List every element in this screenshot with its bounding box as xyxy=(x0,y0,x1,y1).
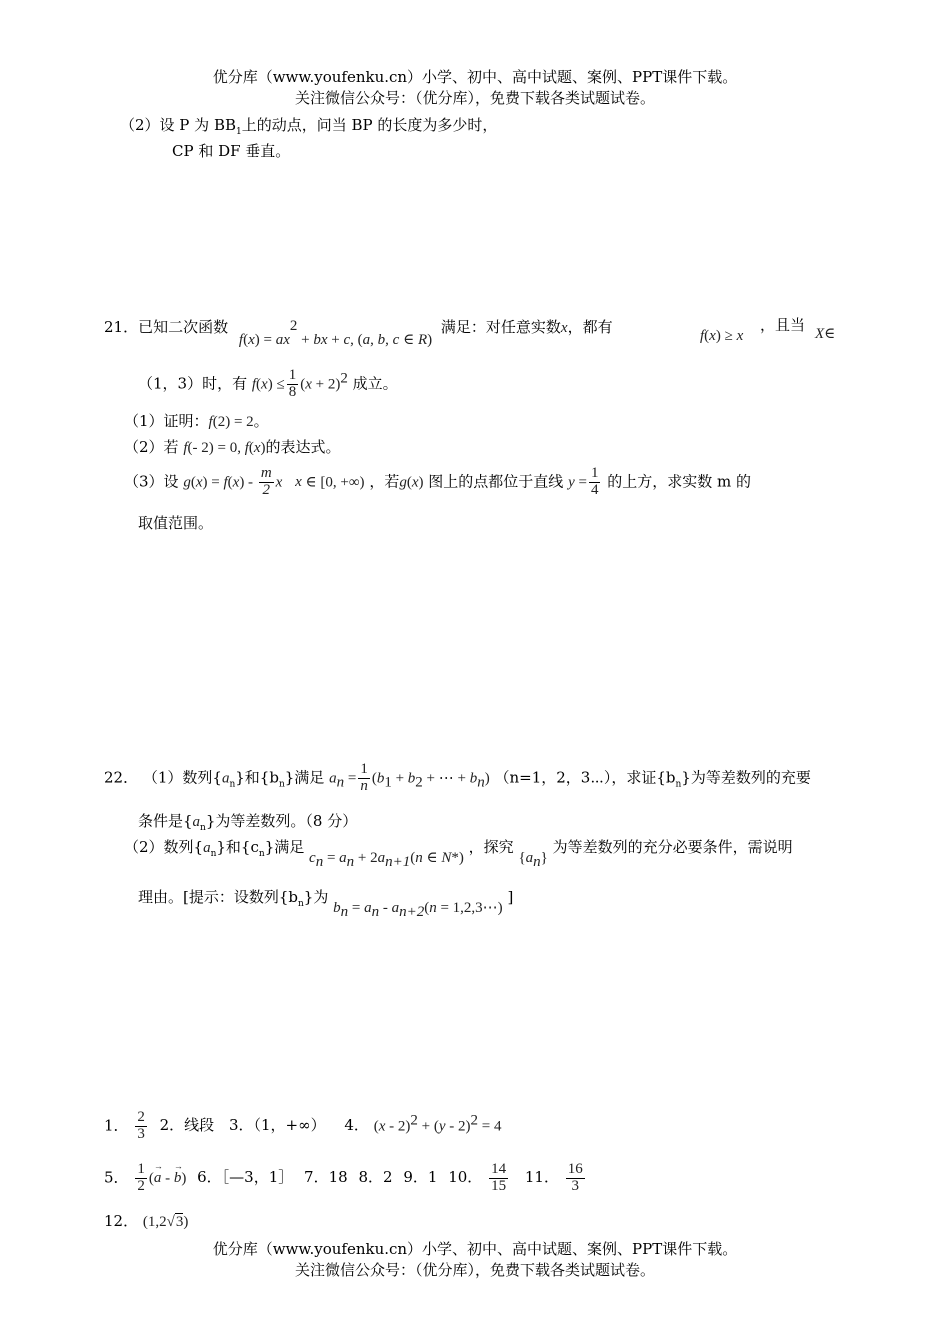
q20-part2: （2）设 P 为 $BB_1$上的动点，问当 BP 的长度为多少时， xyxy=(120,116,498,137)
q21-function-formula: f xyxy=(238,332,244,348)
q21-part3-cont: 取值范围。 xyxy=(138,514,214,532)
q21-part1: （1）证明：f(2) = 2。 xyxy=(124,412,269,430)
footer-line-1: 优分库（www.youfenku.cn）小学、初中、高中试题、案例、PPT课件下载。 xyxy=(212,1240,738,1258)
header-line-2: 关注微信公众号：（优分库），免费下载各类试题试卷。 xyxy=(294,89,655,107)
footer-line-2: 关注微信公众号：（优分库），免费下载各类试题试卷。 xyxy=(294,1261,655,1279)
q21-part3: （3）设 g(x) = f(x) - $\frac{m}{2}$ x x ∈ [0, +∞) ，若g(x) 图上的点都位于直线 y = $\frac{1}{4}$ 的上方，求实数 m 的 xyxy=(124,465,752,498)
q21-part2: （2）若 f(- 2) = 0, f(x)的表达式。 xyxy=(124,438,341,456)
answers-line3: 12． (1,2√3) xyxy=(104,1212,189,1230)
q21-line2: （1，3）时，有 f(x) ≤ $\frac{1}{8}$ $(x + 2)^2$ 成立。 xyxy=(138,367,398,400)
answers-line2: 5． $\frac{1}{2}$ (→ a - → b) 6．［—3，1］ 7．18 8．2 9．1 10． $\frac{14}{15}$ 11． $\frac{16}{3}$ xyxy=(104,1162,587,1195)
q22-line2: 条件是$\{a_n\}$为等差数列。（8 分） xyxy=(138,812,358,833)
q21-line1: 21．已知二次函数 $f(x) = ax^2$ + bx + c, (a, b, c ∈ R) 满足：对任意实数x，都有 xyxy=(104,318,613,348)
q22-line1: 22． （1）数列$\{a_n\}$和$\{b_n\}$满足 $a_n$ = $\frac{1}{n}$ ($b_1 + b_2$ + ⋯ + $b_n$) （n=1，2，3⋯），求证$\{b_n\}$为等差数列的充要 xyxy=(104,761,811,794)
header-line-1: 优分库（www.youfenku.cn）小学、初中、高中试题、案例、PPT课件下载。 xyxy=(212,68,738,86)
q21-X: X∈ xyxy=(815,326,836,342)
q22-line3: （2）数列$\{a_n\}$和$\{c_n\}$满足 $c_n = a_n + 2a_{n+1}(n$ ∈ N*) ，探究 $\{a_n\}$ 为等差数列的充分必要条件，需说明 xyxy=(124,838,793,870)
q21-inequality: f(x) ≥ x xyxy=(700,328,744,344)
answers-line1: 1． $\frac{2}{3}$ 2．线段 3．（1，+∞） 4． (x - 2)$^2$ + (y - 2)$^2$ = 4 xyxy=(104,1109,502,1142)
q21-when: ，且当 xyxy=(760,316,806,334)
q20-part2-cont: CP 和 DF 垂直。 xyxy=(172,142,291,160)
q22-line4: 理由。[提示：设数列$\{b_n\}$为 $b_n = a_n - a_{n+2}(n$ = 1,2,3⋯) ] xyxy=(138,888,514,920)
